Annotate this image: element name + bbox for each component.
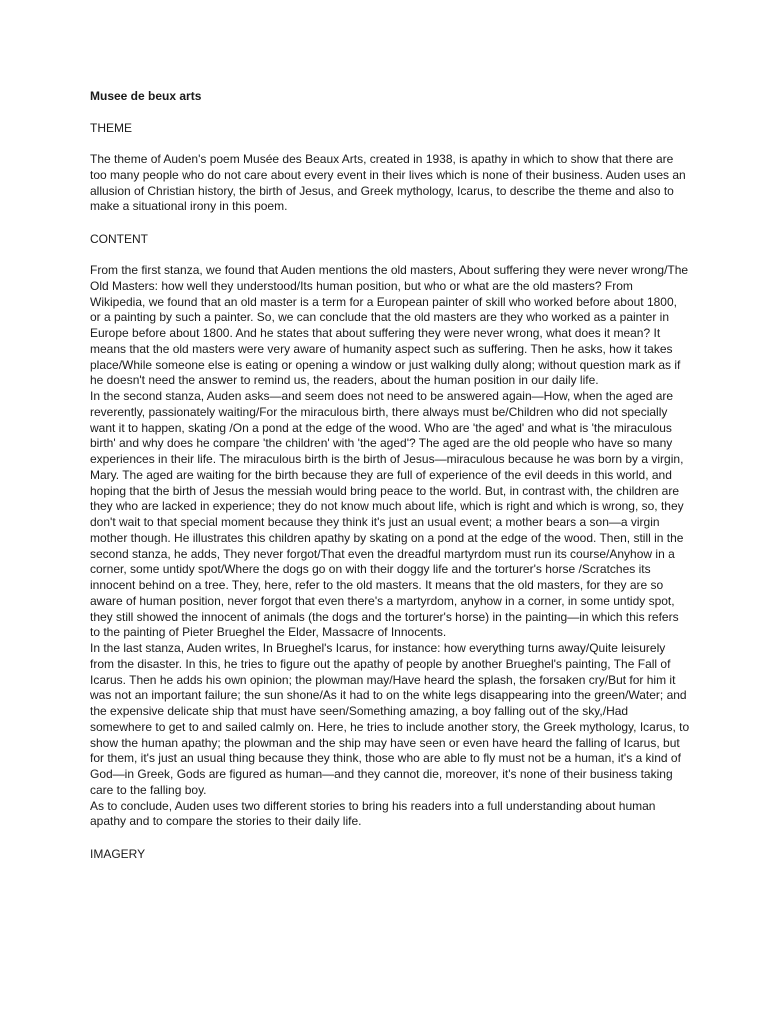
document-page [90, 88, 690, 878]
document-title: Musee de beux arts [90, 89, 202, 103]
content-paragraph: As to conclude, Auden uses two different stories to bring his readers into a full understanding about human apathy and to compare the stories to their daily life. [90, 798, 656, 829]
section-heading-content: CONTENT [90, 232, 148, 246]
content-paragraph: In the last stanza, Auden writes, In Brueghel's Icarus, for instance: how everything turns away/Quite leisurely from the disaster. In this, he tries to figure out the apathy of people by another Brueghel's painting, The Fall of Icarus. Then he adds his own opinion; the plowman may/Have heard the splash, the forsaken cry/But for him it was not an important failure; the sun shone/As it had to on the white legs disappearing into the green/Water; and the expensive delicate ship that must have seen/Something amazing, a boy falling out of the sky,/Had somewhere to get to and sailed calmly on. Here, he tries to include another story, the Greek mythology, Icarus, to show the human apathy; the plowman and the ship may have seen or even have heard the falling of Icarus, but for them, it's just an usual thing because they think, those who are able to fly must not be a human, it's a kind of God—in Greek, Gods are figured as human—and they cannot die, moreover, it's none of their business taking care to the falling boy. [90, 641, 690, 797]
content-paragraph: From the first stanza, we found that Auden mentions the old masters, About suffering they were never wrong/The Old Masters: how well they understood/Its human position, but who or what are the old masters? From Wikipedia, we found that an old master is a term for a European painter of skill who worked before about 1800, or a painting by such a painter. So, we can conclude that the old masters are they who worked as a painter in Europe before about 1800. And he states that about suffering they were never wrong, what does it mean? It means that the old masters were very aware of humanity aspect such as suffering. Then he asks, how it takes place/While someone else is eating or opening a window or just walking dully along; without question mark as if he doesn't need the answer to remind us, the readers, about the human position in our daily life. [90, 263, 689, 388]
content-paragraph: In the second stanza, Auden asks—and seem does not need to be answered again—How, when the aged are reverently, passionately waiting/For the miraculous birth, there always must be/Children who did not specially want it to happen, skating /On a pond at the edge of the wood. Who are 'the aged' and what is 'the miraculous birth' and why does he compare 'the children' with 'the aged'? The aged are the old people who have so many experiences in their life. The miraculous birth is the birth of Jesus—miraculous because he was born by a virgin, Mary. The aged are waiting for the birth because they are full of experience of the evil deeds in this world, and hoping that the birth of Jesus the messiah would bring peace to the world. But, in contrast with, the children are they who are lacked in experience; they do not know much about life, which is right and which is wrong, so, they don't wait to that special moment because they think it's just an usual event; a mother bears a son—a virgin mother though. He illustrates this children apathy by skating on a pond at the edge of the wood. Then, still in the second stanza, he adds, They never forgot/That even the dreadful martyrdom must run its course/Anyhow in a corner, some untidy spot/Where the dogs go on with their doggy life and the torturer's horse /Scratches its innocent behind on a tree. They, here, refer to the old masters. It means that the old masters, for they are so aware of human position, never forgot that even there's a martyrdom, anyhow in a corner, in some untidy spot, they still showed the innocent of animals (the dogs and the torturer's horse) in the painting—in which this refers to the painting of Pieter Brueghel the Elder, Massacre of Innocents. [90, 389, 684, 640]
content-body [90, 263, 690, 830]
section-heading-theme: THEME [90, 121, 132, 135]
theme-paragraph: The theme of Auden's poem Musée des Beaux Arts, created in 1938, is apathy in which to show that there are too many people who do not care about every event in their lives which is none of their business. Auden uses an allusion of Christian history, the birth of Jesus, and Greek mythology, Icarus, to describe the theme and also to make a situational irony in this poem. [90, 152, 686, 214]
section-heading-imagery: IMAGERY [90, 847, 146, 861]
